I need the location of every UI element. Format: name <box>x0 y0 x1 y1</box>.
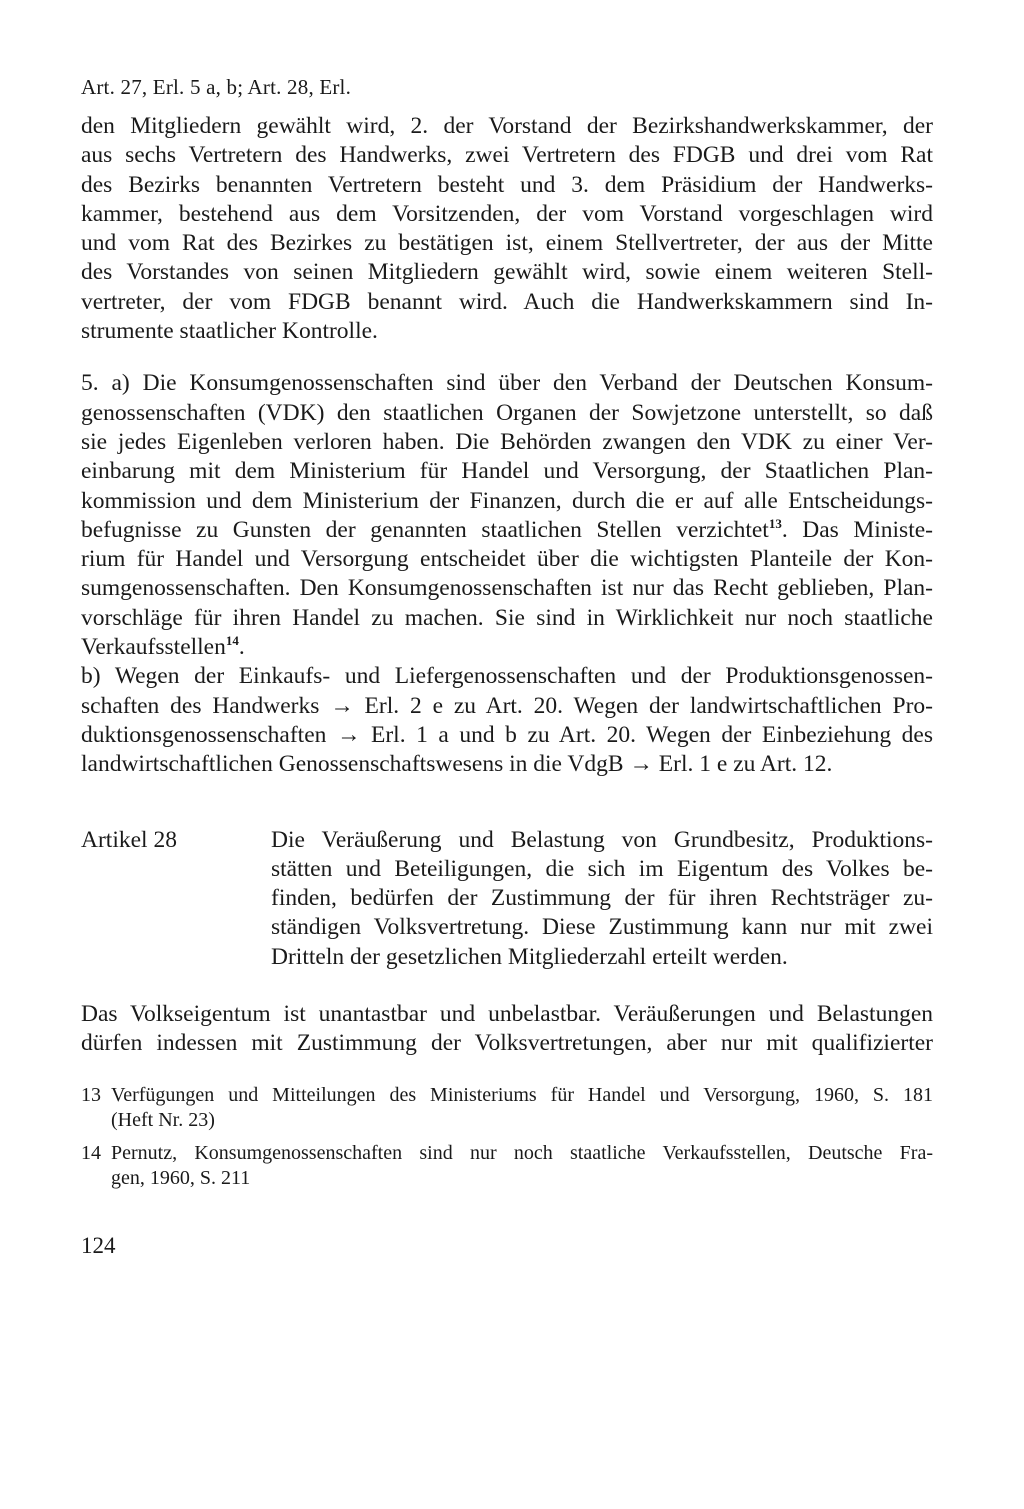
text-segment: . Das Ministe- <box>781 516 933 543</box>
text-line: (Heft Nr. 23) <box>111 1108 215 1131</box>
article-label: Artikel 28 <box>81 826 177 853</box>
text-line: Verfügungen und Mitteilungen des Ministeriums für Handel und Versorgung, 1960, S. 181 <box>111 1083 933 1106</box>
text-line: landwirtschaftlichen Genossenschaftswesens in die VdgB → Erl. 1 e zu Art. 12. <box>81 751 833 778</box>
paragraph-cross-references <box>81 662 933 779</box>
footnote-14 <box>81 1141 933 1191</box>
text-line: 5. a) Die Konsumgenossenschaften sind über den Verband der Deutschen Konsum- <box>81 370 933 397</box>
text-segment: Verkaufsstellen <box>81 634 226 661</box>
running-head: Art. 27, Erl. 5 a, b; Art. 28, Erl. <box>81 75 352 99</box>
footnote-marker-13[interactable]: 13 <box>768 516 782 532</box>
text-line: kommission und dem Ministerium der Finanzen, durch die er auf alle Entscheidungs- <box>81 487 933 514</box>
text-line: kammer, bestehend aus dem Vorsitzenden, der vom Vorstand vorgeschlagen wird <box>81 200 933 227</box>
article-text <box>271 826 933 972</box>
article-28 <box>81 826 933 972</box>
text-line: Das Volkseigentum ist unantastbar und unbelastbar. Veräußerungen und Belastungen <box>81 1001 933 1028</box>
footnote-body <box>111 1141 933 1191</box>
paragraph-commentary <box>81 1000 933 1059</box>
text-line-with-footnote <box>81 633 933 662</box>
text-line: duktionsgenossenschaften → Erl. 1 a und b zu Art. 20. Wegen der Einbeziehung des <box>81 721 933 748</box>
text-line: des Vorstandes von seinen Mitgliedern gewählt wird, sowie einem weiteren Stell- <box>81 259 933 286</box>
footnote-number: 13 <box>81 1083 101 1106</box>
footnote-body <box>111 1083 933 1133</box>
text-line: Pernutz, Konsumgenossenschaften sind nur noch staatliche Verkaufsstellen, Deutsche Fra- <box>111 1141 933 1164</box>
text-line: vertreter, der vom FDGB benannt wird. Auch die Handwerkskammern sind In- <box>81 288 933 315</box>
text-line: einbarung mit dem Ministerium für Handel und Versorgung, der Staatlichen Plan- <box>81 458 933 485</box>
text-line: sumgenossenschaften. Den Konsumgenossenschaften ist nur das Recht geblieben, Plan- <box>81 575 933 602</box>
text-line: und vom Rat des Bezirkes zu bestätigen ist, einem Stellvertreter, der aus der Mitte <box>81 230 933 257</box>
text-segment: befugnisse zu Gunsten der genannten staatlichen Stellen verzichtet <box>81 516 769 543</box>
text-segment: . <box>238 634 245 661</box>
text-line: finden, bedürfen der Zustimmung der für ihren Rechtsträger zu- <box>271 885 933 912</box>
text-line: Dritteln der gesetzlichen Mitgliederzahl erteilt werden. <box>271 943 788 970</box>
text-line: Die Veräußerung und Belastung von Grundbesitz, Produktions- <box>271 826 933 853</box>
text-line: rium für Handel und Versorgung entscheidet über die wichtigsten Planteile der Kon- <box>81 546 933 573</box>
footnote-marker-14[interactable]: 14 <box>225 633 239 649</box>
text-line: sie jedes Eigenleben verloren haben. Die Behörden zwangen den VDK zu einer Ver- <box>81 428 933 455</box>
text-line: strumente staatlicher Kontrolle. <box>81 318 378 345</box>
text-line: dürfen indessen mit Zustimmung der Volksvertretungen, aber nur mit qualifizierter <box>81 1030 933 1057</box>
text-line: aus sechs Vertretern des Handwerks, zwei Vertretern des FDGB und drei vom Rat <box>81 142 933 169</box>
text-line: den Mitgliedern gewählt wird, 2. der Vorstand der Bezirkshandwerkskammer, der <box>81 113 933 139</box>
text-line-with-footnote <box>81 516 933 545</box>
footnotes <box>81 1083 933 1191</box>
paragraph-chamber-composition <box>81 112 933 346</box>
text-line: b) Wegen der Einkaufs- und Liefergenossenschaften und der Produktionsgenossen- <box>81 663 933 690</box>
text-line: gen, 1960, S. 211 <box>111 1166 251 1189</box>
document-page <box>81 72 933 1261</box>
footnote-number: 14 <box>81 1141 101 1164</box>
text-line: des Bezirks benannten Vertretern besteht und 3. dem Präsidium der Handwerks- <box>81 171 933 198</box>
text-line: ständigen Volksvertretung. Diese Zustimmung kann nur mit zwei <box>271 914 933 941</box>
text-line: stätten und Beteiligungen, die sich im Eigentum des Volkes be- <box>271 855 933 882</box>
footnote-13 <box>81 1083 933 1133</box>
paragraph-consumer-cooperatives <box>81 369 933 662</box>
page-number: 124 <box>81 1232 116 1258</box>
text-line: vorschläge für ihren Handel zu machen. Sie sind in Wirklichkeit nur noch staatliche <box>81 604 933 631</box>
text-line: genossenschaften (VDK) den staatlichen Organen der Sowjetzone unterstellt, so daß <box>81 399 933 426</box>
text-line: schaften des Handwerks → Erl. 2 e zu Art. 20. Wegen der landwirtschaftlichen Pro- <box>81 692 933 719</box>
